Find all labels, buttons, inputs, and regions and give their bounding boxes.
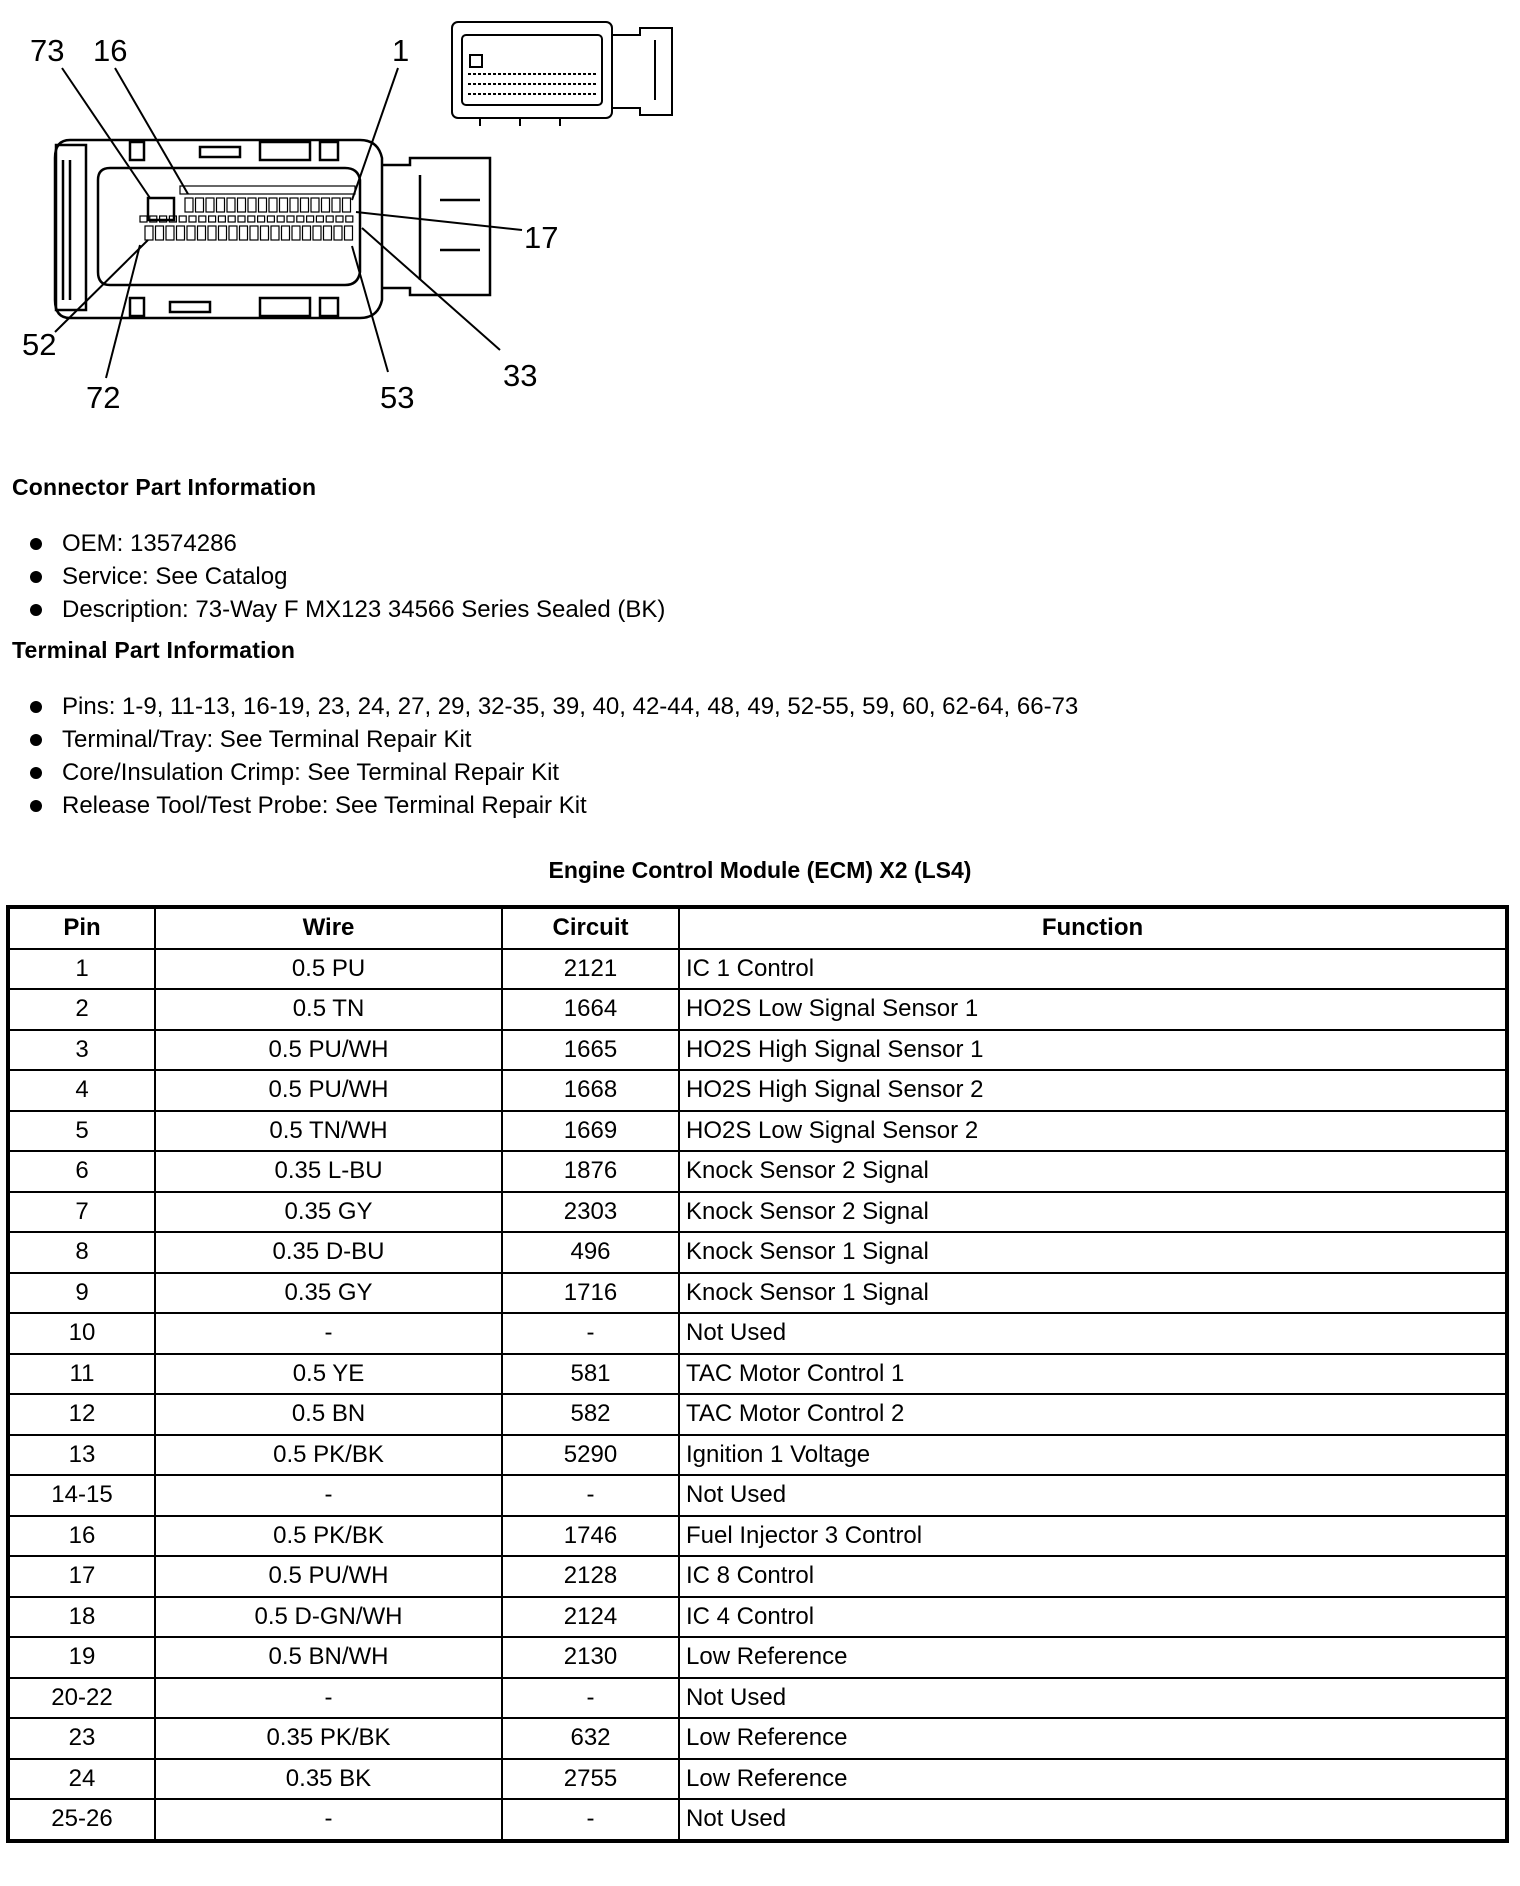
table-row (8, 949, 1507, 990)
table-row (8, 1516, 1507, 1557)
cell-pin: 9 (8, 1273, 155, 1314)
cell-circuit: 632 (502, 1718, 679, 1759)
pin-label-17: 17 (524, 220, 559, 255)
cell-func: Low Reference (679, 1637, 1507, 1678)
list-item: OEM: 13574286 (30, 527, 665, 560)
cell-func: HO2S Low Signal Sensor 2 (679, 1111, 1507, 1152)
table-row (8, 1030, 1507, 1071)
table-row (8, 1313, 1507, 1354)
cell-func: HO2S High Signal Sensor 2 (679, 1070, 1507, 1111)
cell-func: Ignition 1 Voltage (679, 1435, 1507, 1476)
connector-key (148, 198, 174, 220)
list-item: Pins: 1-9, 11-13, 16-19, 23, 24, 27, 29, 32-35, 39, 40, 42-44, 48, 49, 52-55, 59, 60, 62-64, 66-73 (30, 690, 1078, 723)
cell-pin: 7 (8, 1192, 155, 1233)
cell-wire: 0.35 GY (155, 1273, 502, 1314)
column-header-wire: Wire (155, 907, 502, 949)
table-row (8, 989, 1507, 1030)
cell-pin: 17 (8, 1556, 155, 1597)
connector-thumbnail (452, 22, 672, 126)
table-row (8, 1394, 1507, 1435)
cell-func: Knock Sensor 2 Signal (679, 1192, 1507, 1233)
cell-func: HO2S Low Signal Sensor 1 (679, 989, 1507, 1030)
table-row (8, 1678, 1507, 1719)
cell-pin: 16 (8, 1516, 155, 1557)
connector-info-list (30, 527, 665, 626)
list-item: Service: See Catalog (30, 560, 665, 593)
cell-pin: 3 (8, 1030, 155, 1071)
cell-circuit: 5290 (502, 1435, 679, 1476)
pin-label-33: 33 (503, 358, 538, 393)
pin-label-52: 52 (22, 327, 57, 362)
column-header-circuit: Circuit (502, 907, 679, 949)
cell-circuit: 1668 (502, 1070, 679, 1111)
cell-wire: 0.5 PU/WH (155, 1556, 502, 1597)
cell-pin: 6 (8, 1151, 155, 1192)
cell-func: Knock Sensor 2 Signal (679, 1151, 1507, 1192)
cell-wire: 0.5 PU/WH (155, 1030, 502, 1071)
cell-func: Knock Sensor 1 Signal (679, 1232, 1507, 1273)
cell-pin: 14-15 (8, 1475, 155, 1516)
cell-func: TAC Motor Control 2 (679, 1394, 1507, 1435)
table-row (8, 1192, 1507, 1233)
cell-circuit: 1716 (502, 1273, 679, 1314)
cell-func: Not Used (679, 1799, 1507, 1841)
cell-func: IC 1 Control (679, 949, 1507, 990)
terminal-info-list (30, 690, 1078, 822)
table-row (8, 1637, 1507, 1678)
table-row (8, 1232, 1507, 1273)
cell-wire: 0.5 BN (155, 1394, 502, 1435)
cell-wire: 0.35 D-BU (155, 1232, 502, 1273)
list-item: Terminal/Tray: See Terminal Repair Kit (30, 723, 1078, 756)
table-title: Engine Control Module (ECM) X2 (LS4) (548, 857, 972, 883)
cell-circuit: 2124 (502, 1597, 679, 1638)
table-row (8, 1799, 1507, 1841)
cell-circuit: - (502, 1799, 679, 1841)
pin-label-72: 72 (86, 380, 121, 415)
cell-circuit: 496 (502, 1232, 679, 1273)
cell-wire: - (155, 1799, 502, 1841)
pin-label-53: 53 (380, 380, 415, 415)
cell-wire: - (155, 1678, 502, 1719)
cell-func: Fuel Injector 3 Control (679, 1516, 1507, 1557)
cell-wire: - (155, 1313, 502, 1354)
table-row (8, 1759, 1507, 1800)
table-row (8, 1435, 1507, 1476)
cell-pin: 10 (8, 1313, 155, 1354)
pin-label-16: 16 (93, 33, 128, 68)
cell-pin: 2 (8, 989, 155, 1030)
cell-circuit: 1746 (502, 1516, 679, 1557)
connector-info-heading: Connector Part Information (12, 474, 317, 500)
cell-wire: 0.35 BK (155, 1759, 502, 1800)
cell-pin: 23 (8, 1718, 155, 1759)
cell-pin: 1 (8, 949, 155, 990)
cell-pin: 20-22 (8, 1678, 155, 1719)
cell-pin: 25-26 (8, 1799, 155, 1841)
cell-func: Not Used (679, 1313, 1507, 1354)
cell-pin: 8 (8, 1232, 155, 1273)
cell-func: IC 4 Control (679, 1597, 1507, 1638)
table-row (8, 1597, 1507, 1638)
cell-circuit: - (502, 1475, 679, 1516)
cell-circuit: 1665 (502, 1030, 679, 1071)
cell-circuit: - (502, 1313, 679, 1354)
cell-func: Knock Sensor 1 Signal (679, 1273, 1507, 1314)
connector-diagram (0, 0, 760, 420)
column-header-pin: Pin (8, 907, 155, 949)
cell-pin: 24 (8, 1759, 155, 1800)
table-row (8, 1273, 1507, 1314)
cell-circuit: 2755 (502, 1759, 679, 1800)
cell-wire: 0.35 L-BU (155, 1151, 502, 1192)
cell-func: Low Reference (679, 1759, 1507, 1800)
table-row (8, 1070, 1507, 1111)
cell-wire: 0.5 TN (155, 989, 502, 1030)
cell-func: Not Used (679, 1475, 1507, 1516)
cell-circuit: - (502, 1678, 679, 1719)
cell-circuit: 2303 (502, 1192, 679, 1233)
cell-func: Low Reference (679, 1718, 1507, 1759)
list-item: Release Tool/Test Probe: See Terminal Repair Kit (30, 789, 1078, 822)
terminal-grid (140, 186, 355, 240)
cell-wire: 0.35 PK/BK (155, 1718, 502, 1759)
cell-wire: 0.5 PK/BK (155, 1516, 502, 1557)
cell-wire: 0.5 BN/WH (155, 1637, 502, 1678)
table-header-row (8, 907, 1507, 949)
table-row (8, 1556, 1507, 1597)
cell-wire: 0.5 PU/WH (155, 1070, 502, 1111)
list-item: Core/Insulation Crimp: See Terminal Repair Kit (30, 756, 1078, 789)
pin-table (6, 905, 1509, 1843)
table-row (8, 1151, 1507, 1192)
terminal-info-heading: Terminal Part Information (12, 637, 296, 663)
cell-circuit: 1664 (502, 989, 679, 1030)
cell-wire: 0.5 PK/BK (155, 1435, 502, 1476)
cell-pin: 19 (8, 1637, 155, 1678)
table-row (8, 1354, 1507, 1395)
cell-wire: - (155, 1475, 502, 1516)
table-row (8, 1718, 1507, 1759)
table-row (8, 1111, 1507, 1152)
cell-pin: 13 (8, 1435, 155, 1476)
cell-wire: 0.5 YE (155, 1354, 502, 1395)
cell-pin: 4 (8, 1070, 155, 1111)
cell-func: IC 8 Control (679, 1556, 1507, 1597)
cell-func: Not Used (679, 1678, 1507, 1719)
pin-label-1: 1 (392, 33, 410, 68)
cell-circuit: 2121 (502, 949, 679, 990)
pin-label-73: 73 (30, 33, 65, 68)
cell-wire: 0.5 PU (155, 949, 502, 990)
cell-circuit: 1876 (502, 1151, 679, 1192)
cell-func: TAC Motor Control 1 (679, 1354, 1507, 1395)
cell-circuit: 1669 (502, 1111, 679, 1152)
cell-pin: 11 (8, 1354, 155, 1395)
cell-wire: 0.5 D-GN/WH (155, 1597, 502, 1638)
cell-wire: 0.35 GY (155, 1192, 502, 1233)
cell-pin: 12 (8, 1394, 155, 1435)
cell-wire: 0.5 TN/WH (155, 1111, 502, 1152)
cell-func: HO2S High Signal Sensor 1 (679, 1030, 1507, 1071)
cell-circuit: 2130 (502, 1637, 679, 1678)
column-header-function: Function (679, 907, 1507, 949)
list-item: Description: 73-Way F MX123 34566 Series Sealed (BK) (30, 593, 665, 626)
cell-circuit: 2128 (502, 1556, 679, 1597)
cell-circuit: 581 (502, 1354, 679, 1395)
cell-circuit: 582 (502, 1394, 679, 1435)
table-row (8, 1475, 1507, 1516)
cell-pin: 18 (8, 1597, 155, 1638)
cell-pin: 5 (8, 1111, 155, 1152)
